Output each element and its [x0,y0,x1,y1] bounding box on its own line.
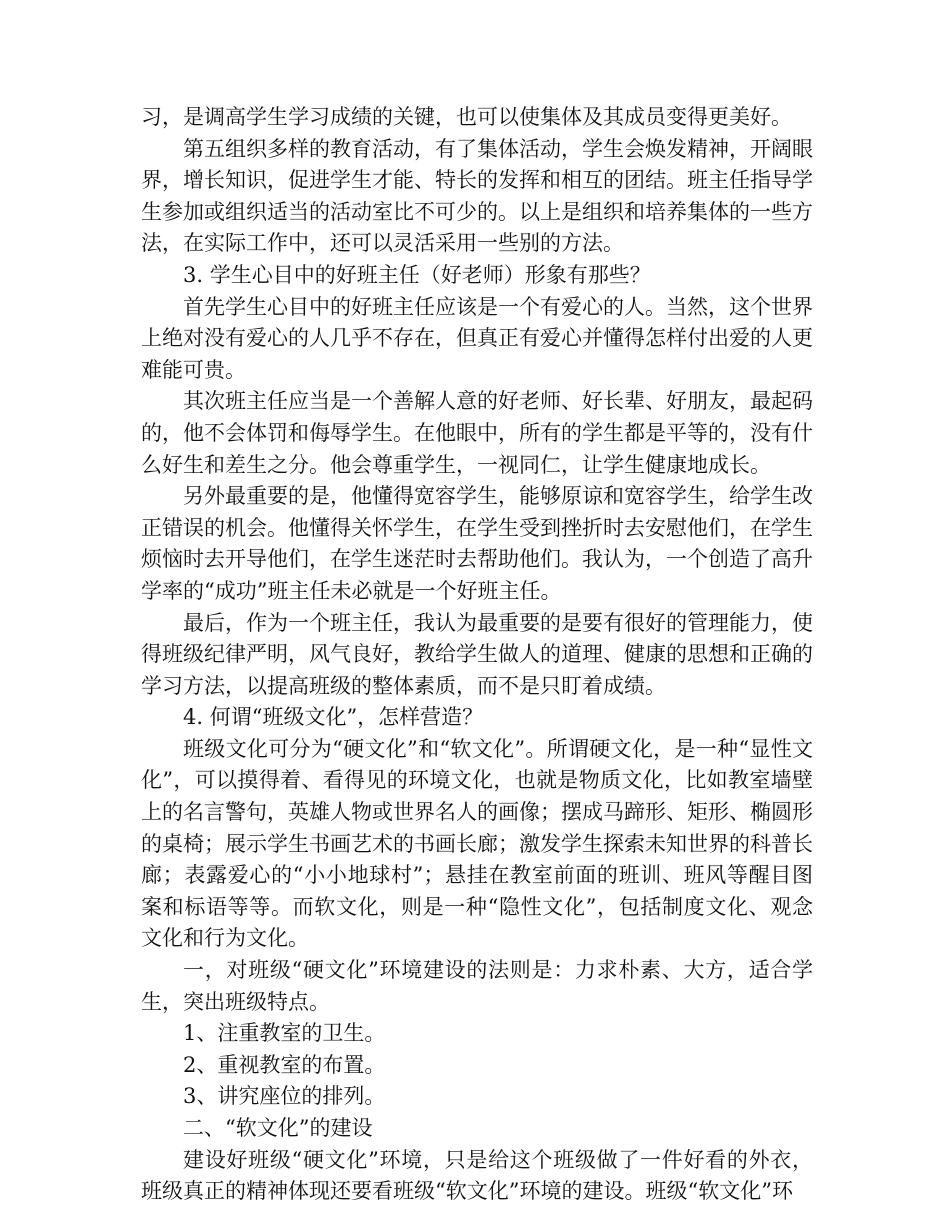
paragraph: 最后，作为一个班主任，我认为最重要的是要有很好的管理能力，使得班级纪律严明，风气良好，教给学生做人的道理、健康的思想和正确的学习方法，以提高班级的整体素质，而不是只盯着成绩。 [141,610,813,698]
paragraph: 习，是调高学生学习成绩的关键，也可以使集体及其成员变得更美好。 [141,105,792,129]
section-heading: 4. 何谓“班级文化”，怎样营造？ [183,705,484,730]
list-item: 3、讲究座位的排列。 [183,1084,386,1109]
paragraph: 班级文化可分为“硬文化”和“软文化”。所谓硬文化，是一种“显性文化”，可以摸得着、看得见的环境文化，也就是物质文化，比如教室墙壁上的名言警句，英雄人物或世界名人的画像；摆成马蹄形、矩形、椭圆形的桌椅；展示学生书画艺术的书画长廊；激发学生探索未知世界的科普长廊；表露爱心的“小小地球村”；悬挂在教室前面的班训、班风等醒目图案和标语等等。而软文化，则是一种“隐性文化”，包括制度文化、观念文化和行为文化。 [141,736,813,951]
paragraph: 一，对班级“硬文化”环境建设的法则是：力求朴素、大方，适合学生，突出班级特点。 [141,958,813,1014]
section-heading: 3. 学生心目中的好班主任（好老师）形象有那些？ [183,262,651,287]
subsection-heading: 二、“软文化”的建设 [183,1116,373,1140]
document-body [141,102,813,1208]
paragraph: 第五组织多样的教育活动，有了集体活动，学生会焕发精神，开阔眼界，增长知识，促进学生才能、特长的发挥和相互的团结。班主任指导学生参加或组织适当的活动室比不可少的。以上是组织和培养集体的一些方法，在实际工作中，还可以灵活采用一些别的方法。 [141,136,813,256]
paragraph: 首先学生心目中的好班主任应该是一个有爱心的人。当然，这个世界上绝对没有爱心的人几乎不存在，但真正有爱心并懂得怎样付出爱的人更难能可贵。 [141,294,813,382]
list-item: 1、注重教室的卫生。 [183,1021,386,1046]
list-item: 2、重视教室的布置。 [183,1052,386,1077]
paragraph: 另外最重要的是，他懂得宽容学生，能够原谅和宽容学生，给学生改正错误的机会。他懂得关怀学生，在学生受到挫折时去安慰他们，在学生烦恼时去开导他们，在学生迷茫时去帮助他们。我认为，一个创造了高升学率的“成功”班主任未必就是一个好班主任。 [141,484,813,603]
paragraph: 其次班主任应当是一个善解人意的好老师、好长辈、好朋友，最起码的，他不会体罚和侮辱学生。在他眼中，所有的学生都是平等的，没有什么好生和差生之分。他会尊重学生，一视同仁，让学生健康地成长。 [141,389,813,477]
paragraph: 建设好班级“硬文化”环境，只是给这个班级做了一件好看的外衣，班级真正的精神体现还要看班级“软文化”环境的建设。班级“软文化”环 [141,1147,813,1204]
